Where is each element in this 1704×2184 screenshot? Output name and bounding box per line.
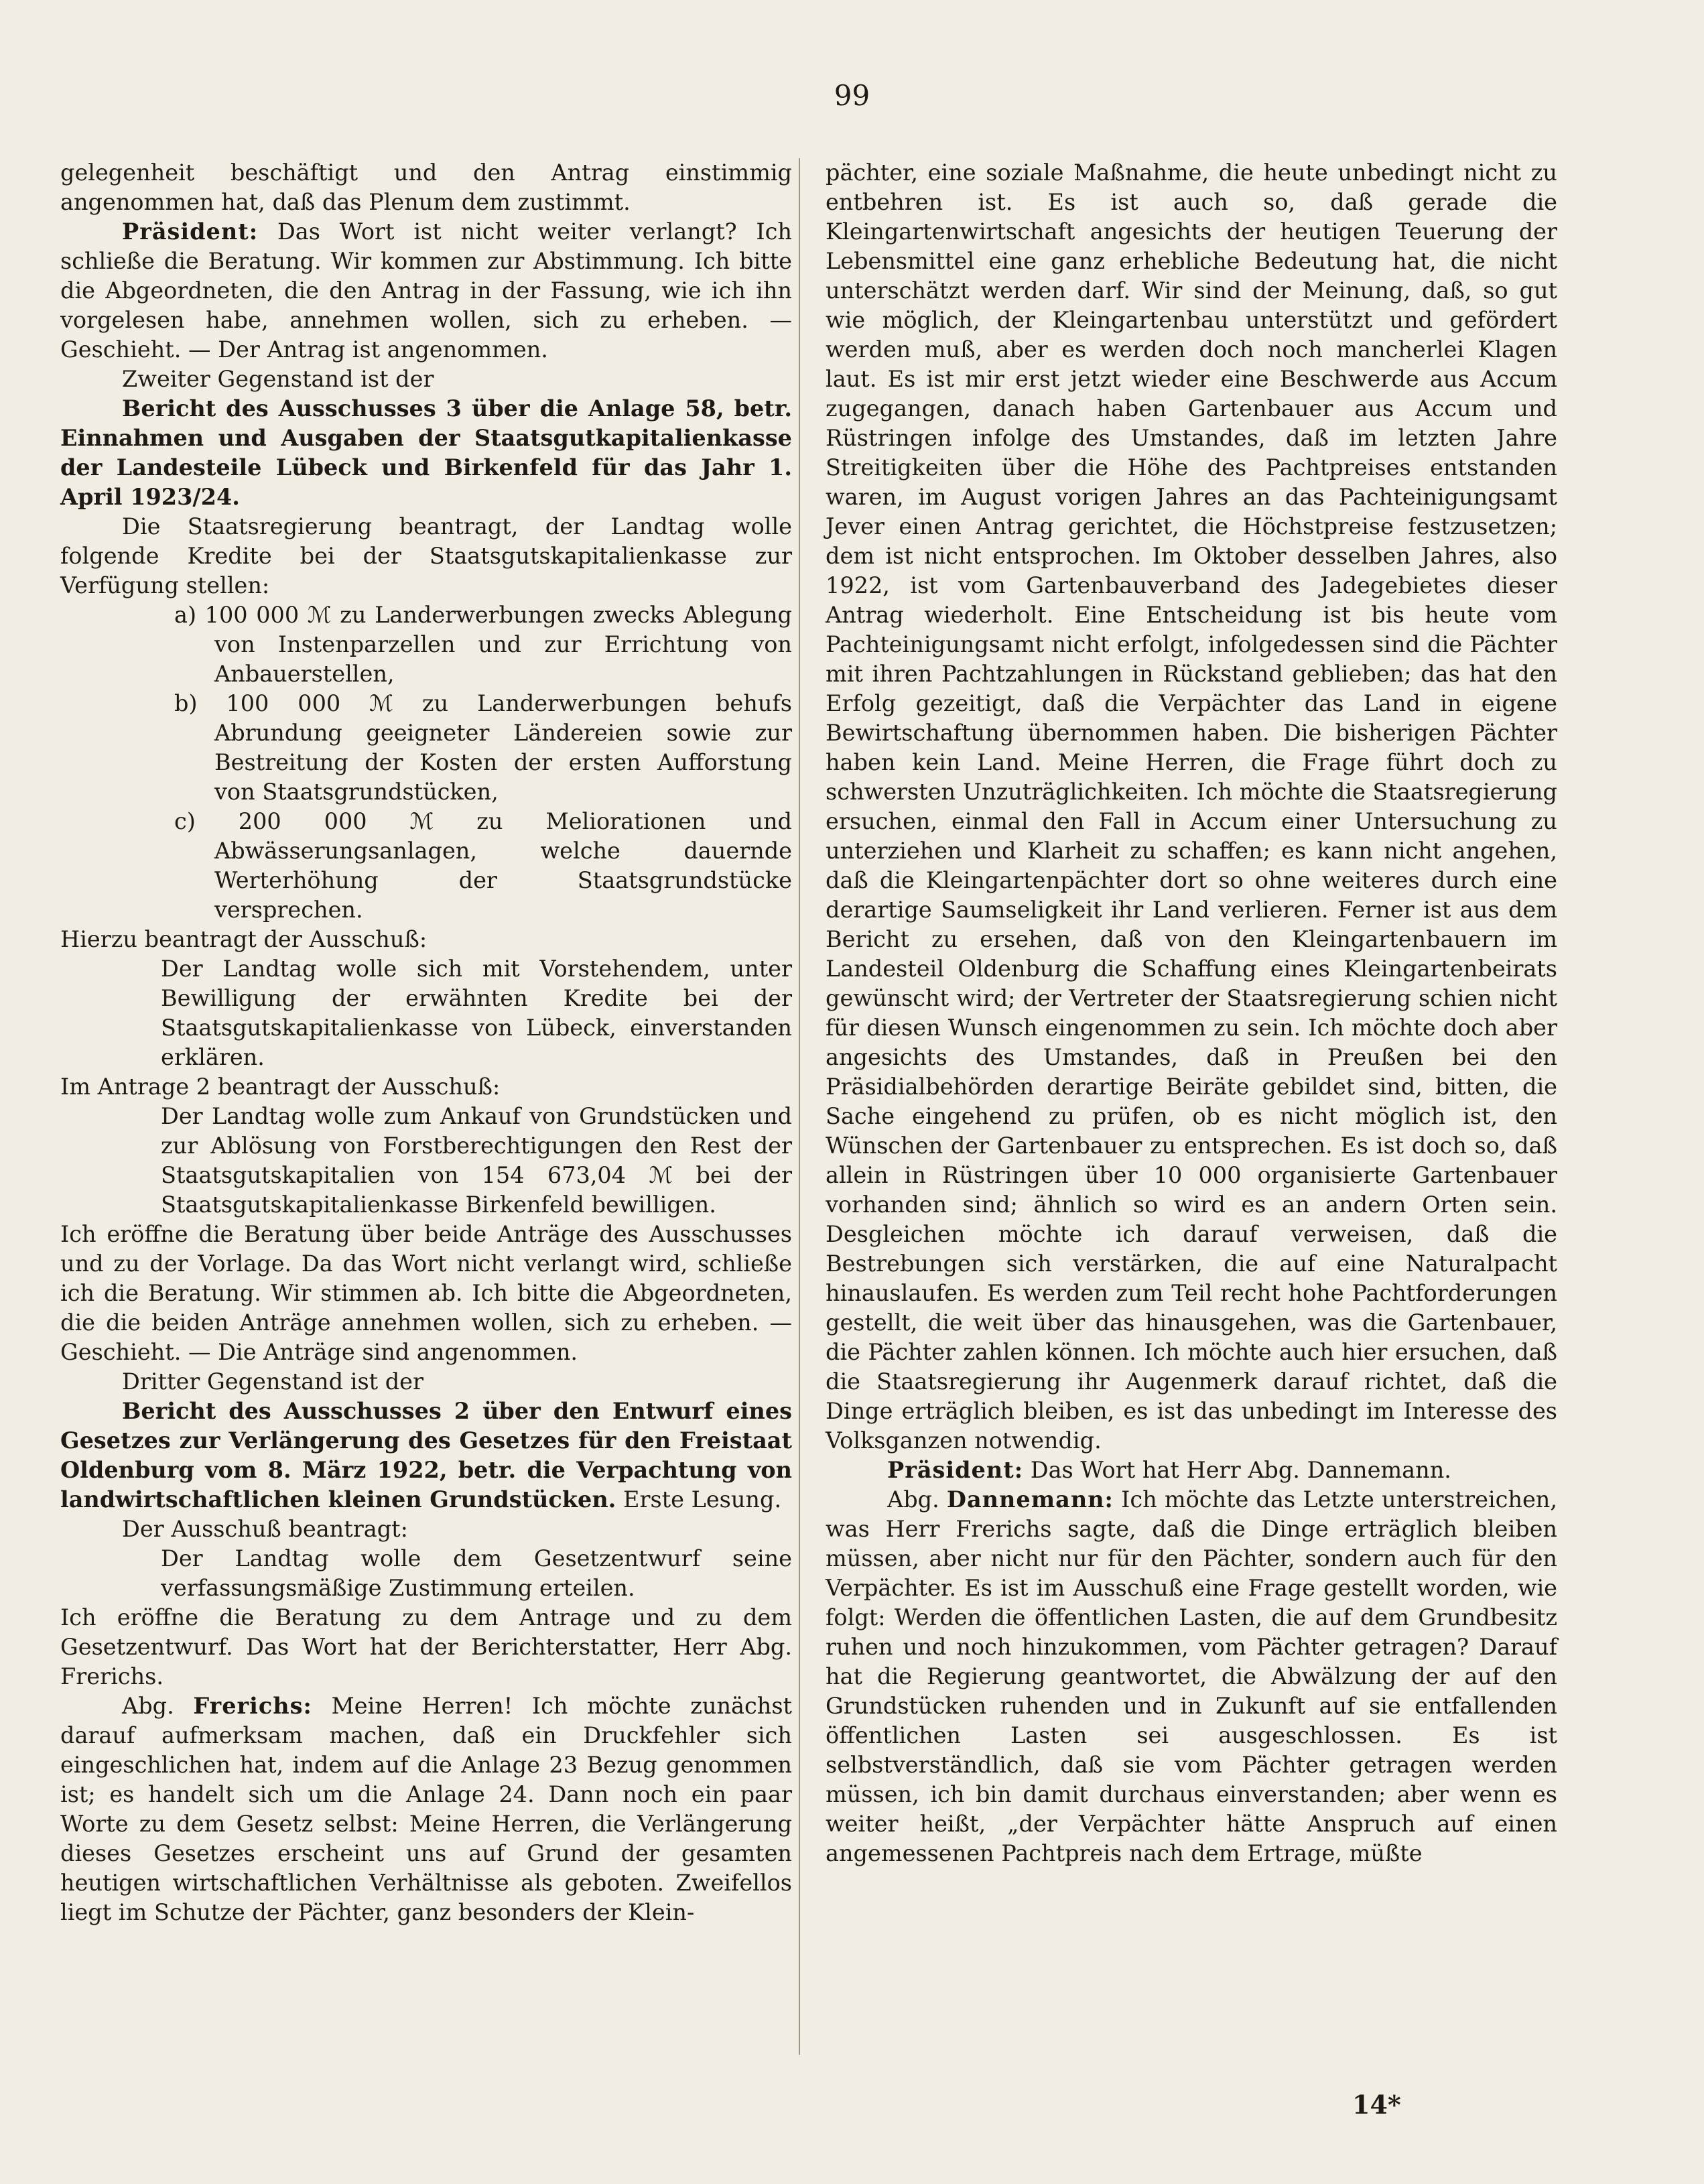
signature-mark: 14* <box>1352 2090 1401 2120</box>
paragraph: Der Ausschuß beantragt: <box>122 1516 408 1542</box>
reading-label: Erste Lesung. <box>616 1486 782 1513</box>
motion-text: Der Landtag wolle dem Gesetzentwurf seine verfassungsmäßige Zustimmung erteilen. <box>161 1545 792 1601</box>
agenda-heading: Bericht des Ausschusses 3 über die Anlage 58, betr. Einnahmen und Ausgaben der Staatsgutkapitalienkasse der Landesteile Lübeck und Birkenfeld für das Jahr 1. April 1923/24. <box>60 395 792 510</box>
paragraph: Im Antrage 2 beantragt der Ausschuß: <box>60 1074 501 1100</box>
speech-paragraph <box>60 1691 792 1927</box>
column-divider <box>799 158 800 2055</box>
speech-paragraph <box>826 1485 1557 1868</box>
page-number: 99 <box>834 79 870 112</box>
speech-text: Das Wort ist nicht weiter verlangt? Ich schließe die Beratung. Wir kommen zur Abstimmung. Ich bitte die Abgeordneten, die den Antrag in der Fassung, wie ich ihn vorgelesen habe, annehmen wollen, sich zu erheben. — Geschieht. — Der Antrag ist angenommen. <box>60 218 792 363</box>
left-column <box>60 158 792 1927</box>
speech-text: Ich möchte das Letzte unterstreichen, was Herr Frerichs sagte, daß die Dinge erträglich bleiben müssen, aber nicht nur für den Pächter, sondern auch für den Verpächter. Es ist im Ausschuß eine Frage gestellt worden, wie folgt: Werden die öffentlichen Lasten, die auf dem Grundbesitz ruhen und noch hinzukommen, vom Pächter getragen? Darauf hat die Regierung geantwortet, die Abwälzung der auf den Grundstücken ruhenden und in Zukunft auf sie entfallenden öffentlichen Lasten sei ausgeschlossen. Es ist selbstverständlich, daß sie vom Pächter getragen werden müssen, ich bin damit durchaus einverstanden; aber wenn es weiter heißt, „der Verpächter hätte Anspruch auf einen angemessenen Pachtpreis nach dem Ertrage, müßte <box>826 1486 1557 1866</box>
paragraph: Ich eröffne die Beratung über beide Anträge des Ausschusses und zu der Vorlage. Da das Wort nicht verlangt wird, schließe ich die Beratung. Wir stimmen ab. Ich bitte die Abgeordneten, die die beiden Anträge annehmen wollen, sich zu erheben. — Geschieht. — Die Anträge sind angenommen. <box>60 1221 792 1365</box>
right-column <box>826 158 1557 1868</box>
speech-text: Das Wort hat Herr Abg. Dannemann. <box>1023 1457 1451 1483</box>
agenda-heading-paragraph <box>60 1397 792 1515</box>
speaker-prefix: Abg. <box>887 1486 947 1513</box>
motion-text: Der Landtag wolle zum Ankauf von Grundstücken und zur Ablösung von Forstberechtigungen den Rest der Staatsgutskapitalien von 154 673,04 ℳ bei der Staatsgutskapitalienkasse Birkenfeld bewilligen. <box>161 1103 792 1218</box>
paragraph: Die Staatsregierung beantragt, der Landtag wolle folgende Kredite bei der Staatsgutskapitalienkasse zur Verfügung stellen: <box>60 513 792 598</box>
speech-text: pächter, eine soziale Maßnahme, die heute unbedingt nicht zu entbehren ist. Es ist auch so, daß gerade die Kleingartenwirtschaft angesichts der heutigen Teuerung der Lebensmittel eine ganz erhebliche Bedeutung hat, die nicht unterschätzt werden darf. Wir sind der Meinung, daß, so gut wie möglich, der Kleingartenbau unterstützt und gefördert werden muß, aber es werden doch noch mancherlei Klagen laut. Es ist mir erst jetzt wieder eine Beschwerde aus Accum zugegangen, danach haben Gartenbauer aus Accum und Rüstringen infolge des Umstandes, daß im letzten Jahre Streitigkeiten über die Höhe des Pachtpreises entstanden waren, im August vorigen Jahres an das Pachteinigungsamt Jever einen Antrag gerichtet, die Höchstpreise festzusetzen; dem ist nicht entsprochen. Im Oktober desselben Jahres, also 1922, ist vom Gartenbauverband des Jadegebietes dieser Antrag wiederholt. Eine Entscheidung ist bis heute vom Pachteinigungsamt nicht erfolgt, infolgedessen sind die Pächter mit ihren Pachtzahlungen in Rückstand geblieben; das hat den Erfolg gezeitigt, daß die Verpächter das Land in eigene Bewirtschaftung übernommen haben. Die bisherigen Pächter haben kein Land. Meine Herren, die Frage führt doch zu schwersten Unzuträglichkeiten. Ich möchte die Staatsregierung ersuchen, einmal den Fall in Accum einer Untersuchung zu unterziehen und Klarheit zu schaffen; es kann nicht angehen, daß die Kleingartenpächter dort so ohne weiteres durch eine derartige Saumseligkeit ihr Land verlieren. Ferner ist aus dem Bericht zu ersehen, daß von den Kleingartenbauern im Landesteil Oldenburg die Schaffung eines Kleingartenbeirats gewünscht wird; der Vertreter der Staatsregierung schien nicht für diesen Wunsch eingenommen zu sein. Ich möchte doch aber angesichts des Umstandes, daß in Preußen bei den Präsidialbehörden derartige Beiräte gebildet sind, bitten, die Sache eingehend zu prüfen, ob es nicht möglich ist, den Wünschen der Gartenbauer zu entsprechen. Es ist doch so, daß allein in Rüstringen über 10 000 organisierte Gartenbauer vorhanden sind; ähnlich so wird es an andern Orten sein. Desgleichen möchte ich darauf verweisen, daß die Bestrebungen sich verstärken, die auf eine Naturalpacht hinauslaufen. Es werden zum Teil recht hohe Pachtforderungen gestellt, die weit über das hinausgehen, was die Gartenbauer, die Pächter zahlen können. Ich möchte auch hier ersuchen, daß die Staatsregierung ihr Augenmerk darauf richtet, daß die Dinge erträglich bleiben, es ist das unbedingt im Interesse des Volksganzen notwendig. <box>826 159 1557 1454</box>
list-item: a) 100 000 ℳ zu Landerwerbungen zwecks Ablegung von Instenparzellen und zur Errichtung von Anbauerstellen, <box>174 602 792 687</box>
list-item: c) 200 000 ℳ zu Meliorationen und Abwässerungsanlagen, welche dauernde Werterhöhung der Staatsgrundstücke versprechen. <box>174 808 792 923</box>
paragraph: gelegenheit beschäftigt und den Antrag einstimmig angenommen hat, daß das Plenum dem zustimmt. <box>60 159 792 215</box>
agenda-heading: Bericht des Ausschusses 2 über den Entwurf eines Gesetzes zur Verlängerung des Gesetzes für den Freistaat Oldenburg vom 8. März 1922, betr. die Verpachtung von landwirtschaftlichen kleinen Grundstücken. <box>60 1398 792 1513</box>
speaker-name: Präsident: <box>887 1457 1024 1483</box>
speaker-name: Frerichs: <box>193 1693 312 1719</box>
speaker-prefix: Abg. <box>122 1693 194 1719</box>
paragraph: Zweiter Gegenstand ist der <box>122 366 434 392</box>
speaker-name: Präsident: <box>122 218 259 245</box>
paragraph: Ich eröffne die Beratung zu dem Antrage und zu dem Gesetzentwurf. Das Wort hat der Berichterstatter, Herr Abg. Frerichs. <box>60 1604 792 1689</box>
paragraph: Dritter Gegenstand ist der <box>122 1368 424 1395</box>
speech-paragraph <box>60 217 792 365</box>
speech-text: Meine Herren! Ich möchte zunächst darauf aufmerksam machen, daß ein Druckfehler sich eingeschlichen hat, indem auf die Anlage 23 Bezug genommen ist; es handelt sich um die Anlage 24. Dann noch ein paar Worte zu dem Gesetz selbst: Meine Herren, die Verlängerung dieses Gesetzes erscheint uns auf Grund der gesamten heutigen wirtschaftlichen Verhältnisse als geboten. Zweifellos liegt im Schutze der Pächter, ganz besonders der Klein- <box>60 1693 792 1925</box>
motion-text: Der Landtag wolle sich mit Vorstehendem, unter Bewilligung der erwähnten Kredite bei der Staatsgutskapitalienkasse von Lübeck, einverstanden erklären. <box>161 956 792 1070</box>
speech-paragraph <box>826 1456 1557 1485</box>
speaker-name: Dannemann: <box>946 1486 1114 1513</box>
paragraph: Hierzu beantragt der Ausschuß: <box>60 926 428 952</box>
list-item: b) 100 000 ℳ zu Landerwerbungen behufs Abrundung geeigneter Ländereien sowie zur Bestreitung der Kosten der ersten Aufforstung von Staatsgrundstücken, <box>174 690 792 805</box>
